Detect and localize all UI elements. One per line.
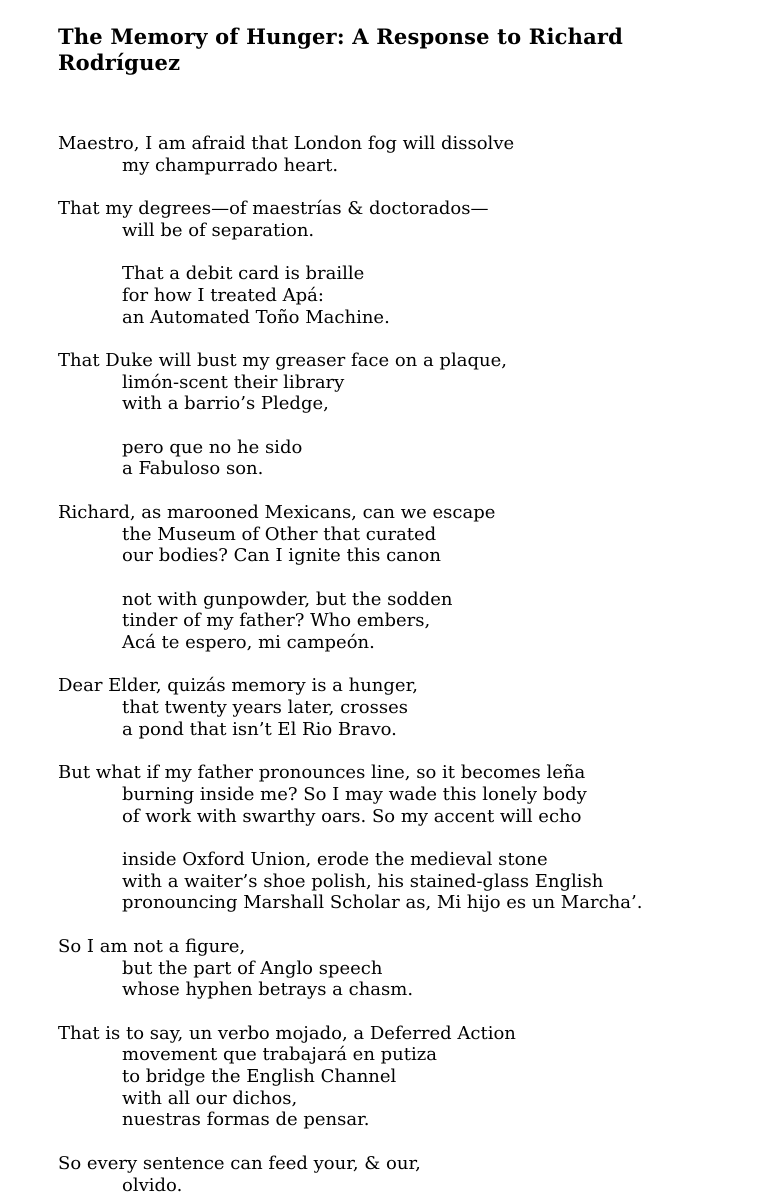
poem-line: for how I treated Apá: [122,284,324,306]
poem-line: a Fabuloso son. [122,458,264,480]
poem-line: So every sentence can feed your, & our, [58,1152,421,1174]
stanza [58,762,748,827]
poem-line: that twenty years later, crosses [122,697,408,719]
poem-line: That Duke will bust my greaser face on a plaque, [58,349,507,371]
stanza [58,502,748,567]
poem-line: tinder of my father? Who embers, [122,610,431,632]
stanza [58,263,748,328]
poem-line: with all our dichos, [122,1087,298,1109]
stanza [58,936,748,1001]
poem-line: of work with swarthy oars. So my accent will echo [122,805,582,827]
poem-line: Dear Elder, quizás memory is a hunger, [58,675,418,697]
poem-line: with a barrio’s Pledge, [122,393,329,415]
poem-line: Acá te espero, mi campeón. [122,632,375,654]
poem-line: That is to say, un verbo mojado, a Deferred Action [58,1022,516,1044]
poem-line: pronouncing Marshall Scholar as, Mi hijo es un Marcha’. [122,892,643,914]
poem-line: limón-scent their library [122,371,345,393]
poem-line: That my degrees—of maestrías & doctorados— [58,198,489,220]
poem-line: Maestro, I am afraid that London fog will dissolve [58,133,515,154]
poem-line: That a debit card is braille [122,263,365,285]
poem-line: but the part of Anglo speech [122,957,383,979]
stanza [58,437,748,480]
stanza [58,589,748,654]
poem-title: The Memory of Hunger: A Response to Richard Rodríguez [58,24,624,75]
stanza [58,1023,748,1132]
poem-line: Richard, as marooned Mexicans, can we escape [58,501,496,523]
poem [58,133,748,1196]
poem-line: inside Oxford Union, erode the medieval stone [122,849,548,871]
poem-line: movement que trabajará en putiza [122,1044,437,1066]
poem-line: a pond that isn’t El Rio Bravo. [122,718,397,740]
poem-line: an Automated Toño Machine. [122,306,390,328]
poem-line: olvido. [122,1174,183,1196]
stanza [58,350,748,415]
poem-line: the Museum of Other that curated [122,523,437,545]
poem-line: not with gunpowder, but the sodden [122,588,453,610]
stanza [58,849,748,914]
stanza [58,675,748,740]
stanza [58,1153,748,1196]
poem-line: with a waiter’s shoe polish, his stained-glass English [122,870,604,892]
poem-line: whose hyphen betrays a chasm. [122,979,414,1001]
poem-line: my champurrado heart. [122,154,339,176]
stanza [58,133,748,176]
poem-line: pero que no he sido [122,436,303,458]
poem-line: burning inside me? So I may wade this lonely body [122,783,587,805]
poem-line: So I am not a figure, [58,935,246,957]
poem-line: to bridge the English Channel [122,1066,397,1088]
poem-line: will be of separation. [122,219,315,241]
poem-line: But what if my father pronounces line, so it becomes leña [58,762,586,784]
stanza [58,198,748,241]
poem-line: our bodies? Can I ignite this canon [122,545,441,567]
poem-line: nuestras formas de pensar. [122,1109,370,1131]
